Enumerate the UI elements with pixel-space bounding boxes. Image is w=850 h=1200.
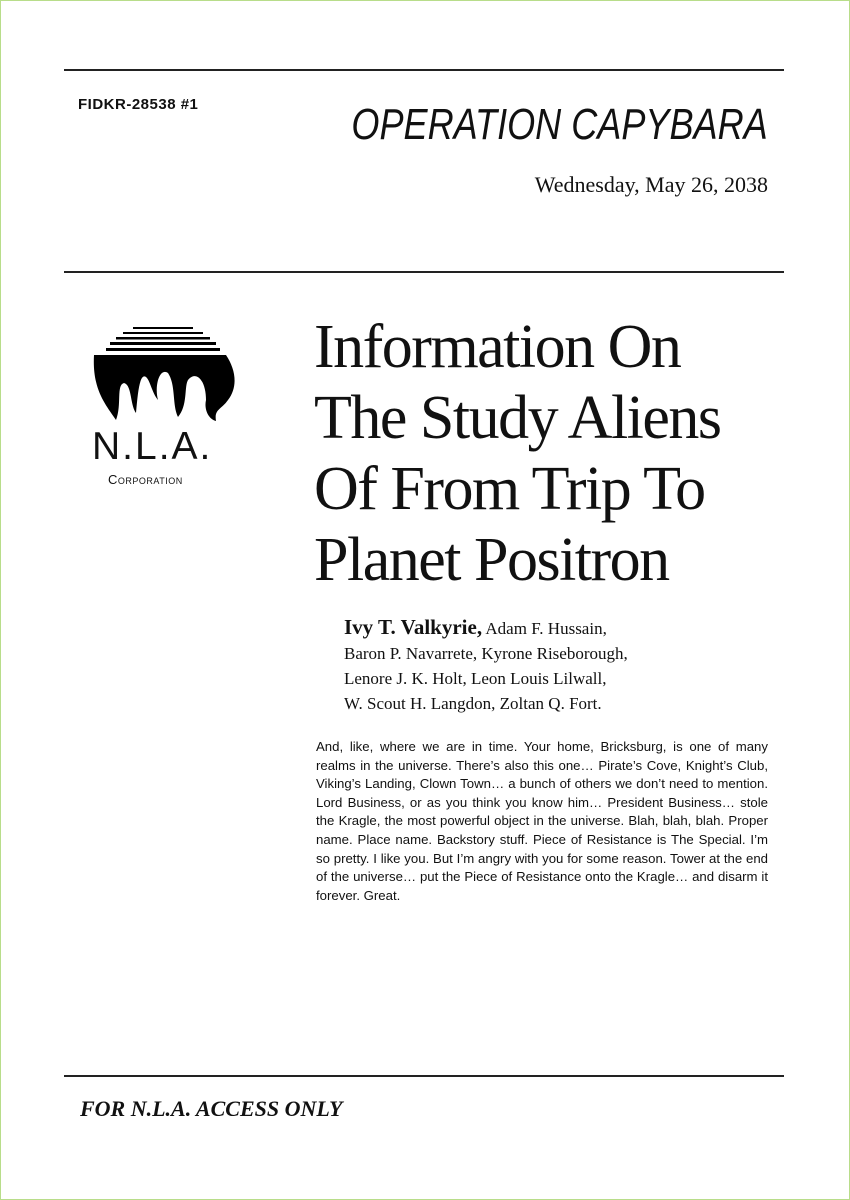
author-line: Baron P. Navarrete, Kyrone Riseborough, <box>344 644 628 663</box>
header-rule <box>64 271 784 273</box>
title-line: Of From Trip To <box>314 455 705 523</box>
author-line: Lenore J. K. Holt, Leon Louis Lilwall, <box>344 669 607 688</box>
top-rule <box>64 69 784 71</box>
author-list <box>344 615 628 716</box>
document-date: Wednesday, May 26, 2038 <box>534 172 768 197</box>
logo-name: N.L.A. <box>92 425 213 468</box>
footer-rule <box>64 1075 784 1077</box>
operation-title: OPERATION CAPYBARA <box>351 100 768 149</box>
document-title <box>314 312 721 596</box>
document-id: FIDKR-28538 #1 <box>78 96 199 113</box>
access-notice: FOR N.L.A. ACCESS ONLY <box>80 1096 343 1121</box>
lead-author: Ivy T. Valkyrie, <box>344 615 483 639</box>
body-paragraph: And, like, where we are in time. Your home, Bricksburg, is one of many realms in the universe. There’s also this one… Pirate’s Cove, Knight’s Club, Viking’s Landing, Clown Town… a bunch of others we don’t need to mention. Lord Business, or as you think you know him… President Business… stole the Kragle, the most powerful object in the universe. Blah, blah, blah. Proper name. Place name. Backstory stuff. Piece of Resistance is The Special. I’m so pretty. I like you. But I’m angry with you for some reason. Tower at the end of the universe… put the Piece of Resistance onto the Kragle… and disarm it forever. Great. <box>316 739 768 903</box>
logo-subtitle: Corporation <box>108 472 183 487</box>
author-line: Adam F. Hussain, <box>485 619 607 638</box>
title-line: Information On <box>314 313 681 381</box>
title-line: Planet Positron <box>314 526 669 594</box>
title-line: The Study Aliens <box>314 384 721 452</box>
nla-logo-icon <box>88 325 238 495</box>
author-line: W. Scout H. Langdon, Zoltan Q. Fort. <box>344 694 602 713</box>
